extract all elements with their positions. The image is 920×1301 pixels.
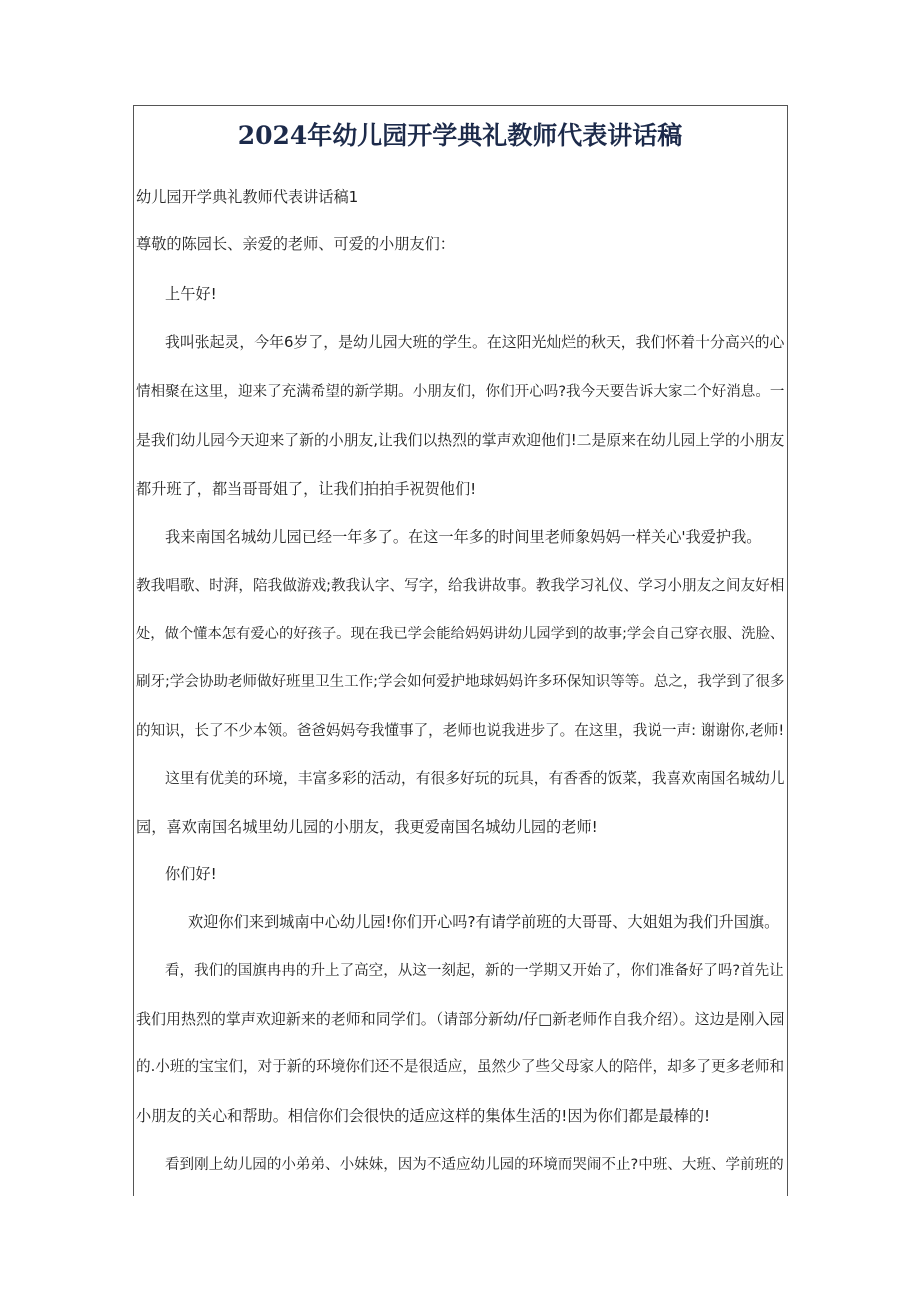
page-frame bbox=[133, 105, 788, 1196]
paragraph-line: 的知识，长了不少本领。爸爸妈妈夸我懂事了，老师也说我进步了。在这里，我说一声: 谢谢你,老师! bbox=[136, 722, 785, 739]
paragraph-line: 我来南国名城幼儿园已经一年多了。在这一年多的时间里老师象妈妈一样关心'我爱护我。 bbox=[165, 528, 762, 546]
section-heading: 幼儿园开学典礼教师代表讲话稿1 bbox=[136, 188, 359, 206]
paragraph-line: 情相聚在这里，迎来了充满希望的新学期。小朋友们，你们开心吗?我今天要告诉大家二个好消息。一 bbox=[136, 383, 785, 400]
salutation: 尊敬的陈园长、亲爱的老师、可爱的小朋友们： bbox=[136, 235, 455, 253]
paragraph-line: 看到刚上幼儿园的小弟弟、小妹妹，因为不适应幼儿园的环境而哭闹不止?中班、大班、学前班的 bbox=[165, 1156, 784, 1173]
paragraph-line: 我们用热烈的掌声欢迎新来的老师和同学们。（请部分新幼/仔□新老师作自我介绍）。这边是刚入园 bbox=[136, 1010, 785, 1028]
paragraph-line: 处，做个懂本怎有爱心的好孩子。现在我已学会能给妈妈讲幼儿园学到的故事;学会自己穿衣服、洗脸、 bbox=[136, 626, 785, 642]
greeting: 上午好! bbox=[165, 285, 217, 303]
paragraph-line: 都升班了，都当哥哥姐了，让我们拍拍手祝贺他们! bbox=[136, 480, 477, 498]
paragraph-line: 这里有优美的环境，丰富多彩的活动，有很多好玩的玩具，有香香的饭菜，我喜欢南国名城幼儿 bbox=[165, 770, 785, 787]
paragraph-line: 是我们幼儿园今天迎来了新的小朋友,让我们以热烈的掌声欢迎他们!二是原来在幼儿园上学的小朋友 bbox=[136, 432, 785, 449]
paragraph-line: 小朋友的关心和帮助。相信你们会很快的适应这样的集体生活的!因为你们都是最棒的! bbox=[136, 1107, 711, 1125]
paragraph-line: 我叫张起灵，今年6岁了，是幼儿园大班的学生。在这阳光灿烂的秋天，我们怀着十分高兴的心 bbox=[165, 333, 785, 351]
paragraph-line: 教我唱歌、时湃，陪我做游戏;教我认字、写字，给我讲故事。教我学习礼仪、学习小朋友之间友好相 bbox=[136, 577, 785, 594]
paragraph-line: 刷牙;学会协助老师做好班里卫生工作;学会如何爱护地球妈妈许多环保知识等等。总之，我学到了很多 bbox=[136, 674, 785, 690]
paragraph-line: 欢迎你们来到城南中心幼儿园!你们开心吗?有请学前班的大哥哥、大姐姐为我们升国旗。 bbox=[188, 913, 780, 931]
paragraph-line: 看，我们的国旗冉冉的升上了高空，从这一刻起，新的一学期又开始了，你们准备好了吗?首先让 bbox=[165, 962, 784, 979]
document-title: 2024年幼儿园开学典礼教师代表讲话稿 bbox=[237, 121, 683, 150]
paragraph-line: 你们好! bbox=[165, 865, 217, 883]
paragraph-line: 的.小班的宝宝们，对于新的环境你们还不是很适应，虽然少了些父母家人的陪伴，却多了更多老师和 bbox=[136, 1058, 785, 1075]
paragraph-line: 园，喜欢南国名城里幼儿园的小朋友，我更爱南国名城幼儿园的老师! bbox=[136, 818, 598, 836]
